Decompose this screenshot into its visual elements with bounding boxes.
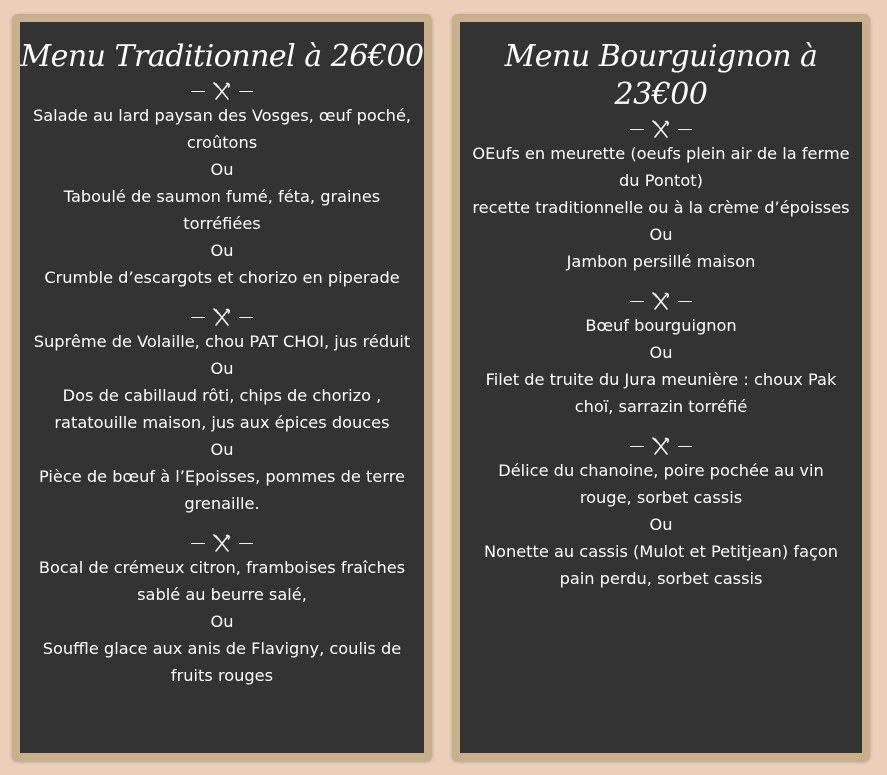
course-gap bbox=[460, 420, 862, 435]
or-divider: Ou bbox=[210, 359, 234, 378]
dish-line: Crumble d’escargots et chorizo en piperade bbox=[44, 268, 400, 287]
dish-line: Suprême de Volaille, chou PAT CHOI, jus réduit bbox=[33, 332, 411, 351]
separator-dash bbox=[630, 446, 644, 447]
course-block bbox=[20, 554, 424, 689]
dish-line: OEufs en meurette (oeufs plein air de la ferme du Pontot) bbox=[472, 144, 850, 190]
separator-dash bbox=[191, 317, 205, 318]
or-divider: Ou bbox=[649, 225, 673, 244]
separator-dash bbox=[191, 543, 205, 544]
separator-dash bbox=[678, 301, 692, 302]
dish-line: Bœuf bourguignon bbox=[585, 316, 737, 335]
dish-line: Pièce de bœuf à l’Epoisses, pommes de terre grenaille. bbox=[39, 467, 405, 513]
menu-title: Menu Bourguignon à 23€00 bbox=[504, 39, 818, 112]
or-divider: Ou bbox=[210, 241, 234, 260]
separator-dash bbox=[678, 446, 692, 447]
menu-title: Menu Traditionnel à 26€00 bbox=[20, 39, 424, 74]
dish-line: Souffle glace aux anis de Flavigny, coulis de fruits rouges bbox=[42, 639, 402, 685]
or-divider: Ou bbox=[649, 343, 673, 362]
course-gap bbox=[460, 275, 862, 290]
course-list bbox=[20, 80, 424, 689]
fork-and-knife-icon bbox=[211, 307, 233, 327]
dish-line: Filet de truite du Jura meunière : choux Pak choï, sarrazin torréfié bbox=[485, 370, 837, 416]
dish-line: Taboulé de saumon fumé, féta, graines torréfiées bbox=[63, 187, 381, 233]
separator-dash bbox=[678, 129, 692, 130]
dish-line: Salade au lard paysan des Vosges, œuf poché, croûtons bbox=[32, 106, 412, 152]
course-block bbox=[20, 328, 424, 517]
separator-dash bbox=[239, 543, 253, 544]
course-separator bbox=[20, 532, 424, 554]
course-gap bbox=[20, 291, 424, 306]
dish-line: Jambon persillé maison bbox=[566, 252, 756, 271]
or-divider: Ou bbox=[210, 160, 234, 179]
dish-line: Dos de cabillaud rôti, chips de chorizo , ratatouille maison, jus aux épices douces bbox=[54, 386, 390, 432]
fork-and-knife-icon bbox=[211, 533, 233, 553]
menu-board bbox=[20, 22, 424, 753]
fork-and-knife-icon bbox=[211, 81, 233, 101]
course-gap bbox=[20, 517, 424, 532]
menu-card-bourguignon bbox=[452, 14, 870, 761]
course-block bbox=[460, 457, 862, 592]
menu-card-traditionnel bbox=[12, 14, 432, 761]
dish-line: Délice du chanoine, poire pochée au vin rouge, sorbet cassis bbox=[498, 461, 824, 507]
separator-dash bbox=[630, 129, 644, 130]
separator-dash bbox=[191, 91, 205, 92]
fork-and-knife-icon bbox=[650, 291, 672, 311]
course-separator bbox=[460, 290, 862, 312]
course-block bbox=[20, 102, 424, 291]
course-block bbox=[460, 312, 862, 420]
dish-line: Nonette au cassis (Mulot et Petitjean) façon pain perdu, sorbet cassis bbox=[483, 542, 839, 588]
course-list bbox=[460, 118, 862, 592]
dish-line: Bocal de crémeux citron, framboises fraîches sablé au beurre salé, bbox=[38, 558, 406, 604]
or-divider: Ou bbox=[210, 612, 234, 631]
separator-dash bbox=[239, 317, 253, 318]
menu-board bbox=[460, 22, 862, 753]
fork-and-knife-icon bbox=[650, 119, 672, 139]
separator-dash bbox=[239, 91, 253, 92]
course-separator bbox=[20, 306, 424, 328]
dish-line: recette traditionnelle ou à la crème d’époisses bbox=[472, 198, 850, 217]
course-separator bbox=[460, 118, 862, 140]
fork-and-knife-icon bbox=[650, 436, 672, 456]
separator-dash bbox=[630, 301, 644, 302]
course-separator bbox=[460, 435, 862, 457]
course-block bbox=[460, 140, 862, 275]
or-divider: Ou bbox=[210, 440, 234, 459]
course-separator bbox=[20, 80, 424, 102]
or-divider: Ou bbox=[649, 515, 673, 534]
